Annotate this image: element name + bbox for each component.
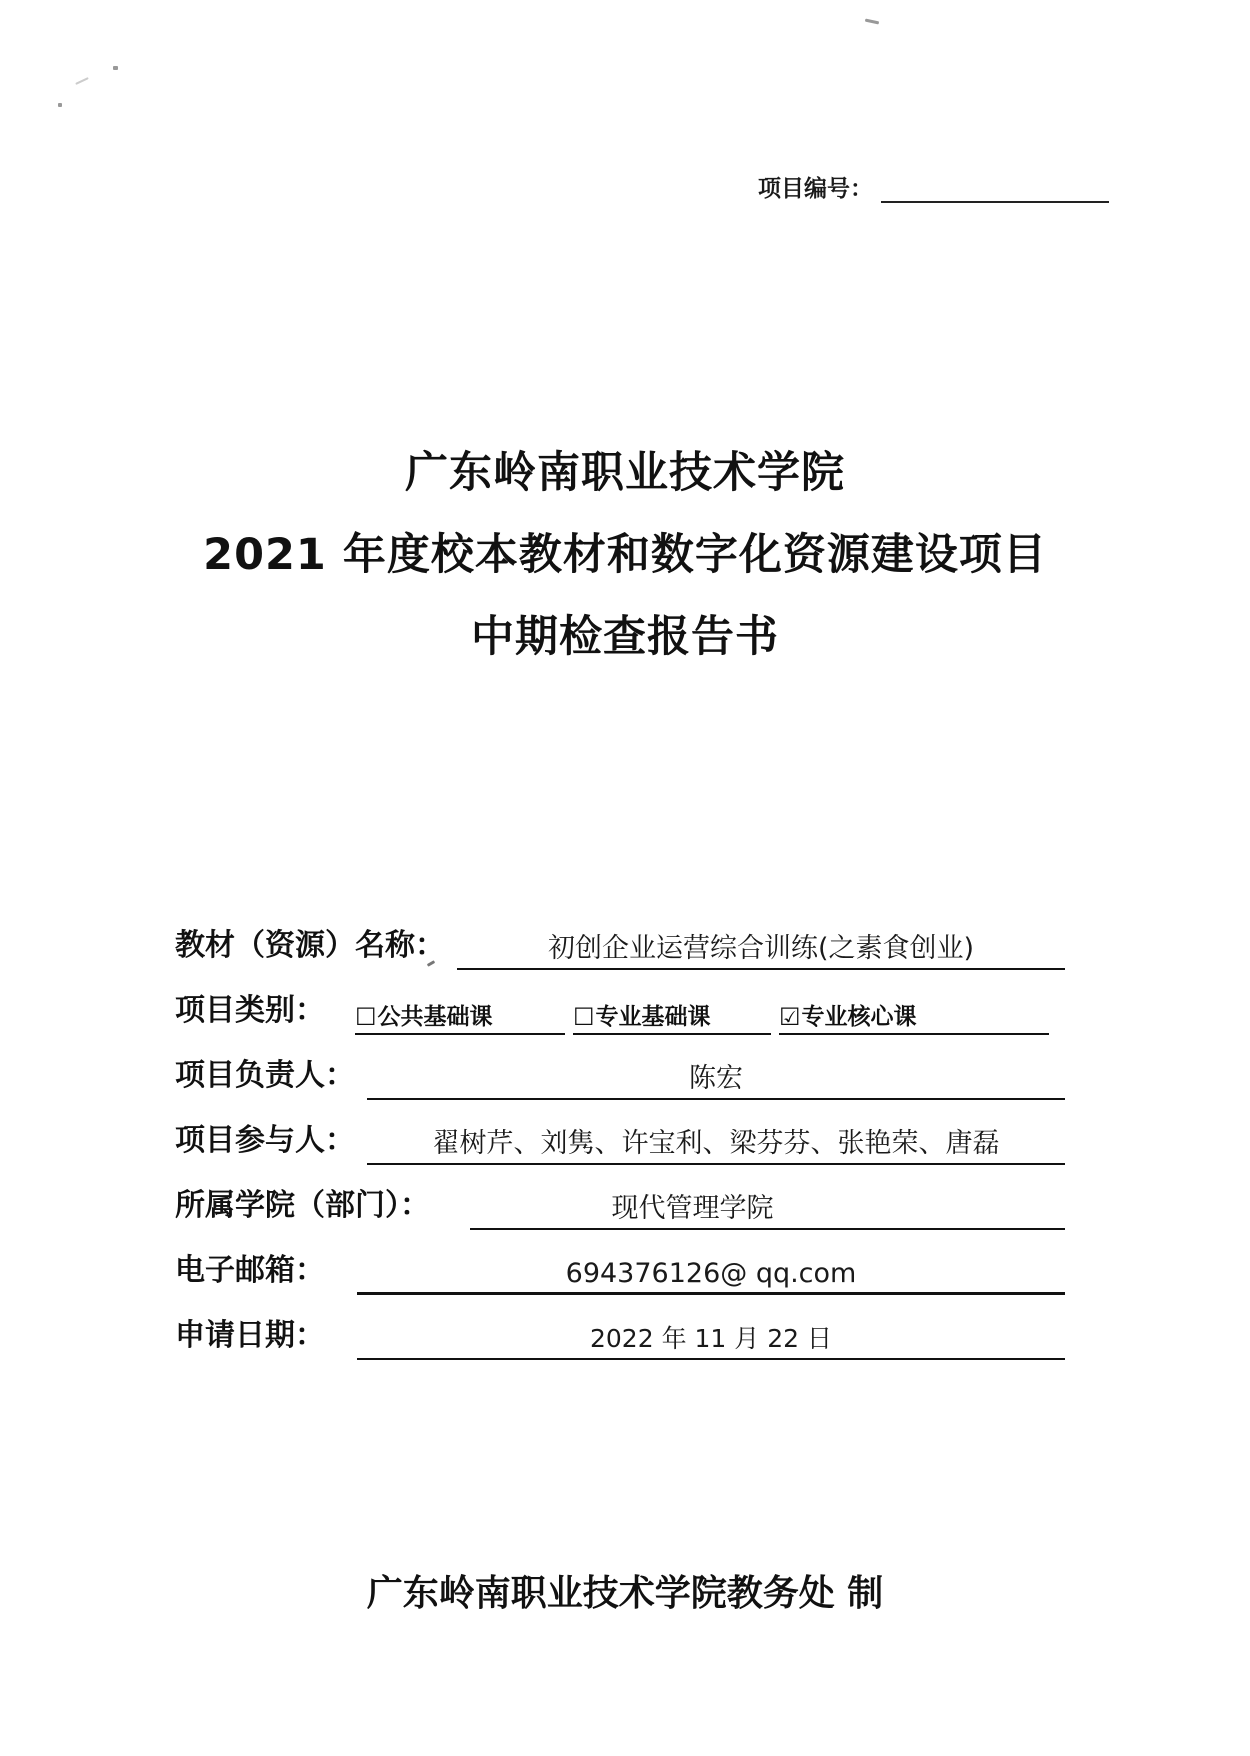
category-option-label: 公共基础课 [377, 1003, 493, 1030]
info-fields [175, 905, 1065, 1360]
category-option-major-core[interactable] [779, 998, 1049, 1035]
title-report: 中期检查报告书 [471, 612, 779, 662]
project-number-value [881, 171, 1109, 203]
issuer-footer: 广东岭南职业技术学院教务处 制 [366, 1573, 884, 1614]
scan-speck [113, 66, 118, 70]
apply-date-label: 申请日期： [175, 1318, 325, 1353]
project-number [758, 170, 1109, 203]
project-leader-label: 项目负责人： [175, 1058, 355, 1093]
field-participants [175, 1100, 1065, 1165]
category-option-major-basic[interactable] [573, 998, 771, 1035]
field-project-category [175, 970, 1065, 1035]
field-department [175, 1165, 1065, 1230]
department-value: 现代管理学院 [470, 1186, 1065, 1230]
category-option-label: 专业基础课 [595, 1003, 711, 1030]
scan-speck [75, 77, 89, 85]
participants-value: 翟树芹、刘隽、许宝利、梁芬芬、张艳荣、唐磊 [367, 1121, 1065, 1165]
scan-speck [58, 103, 62, 107]
project-leader-value: 陈宏 [367, 1056, 1065, 1100]
email-label: 电子邮箱： [175, 1253, 325, 1288]
title-college: 广东岭南职业技术学院 [405, 448, 845, 498]
participants-label: 项目参与人： [175, 1123, 355, 1158]
category-option-label: 专业核心课 [801, 1003, 917, 1030]
title-project: 2021 年度校本教材和数字化资源建设项目 [203, 530, 1047, 580]
field-email [175, 1230, 1065, 1295]
category-options [355, 998, 1065, 1035]
apply-date-value: 2022 年 11 月 22 日 [357, 1319, 1065, 1360]
textbook-name-label: 教材（资源）名称： [175, 928, 445, 963]
checkbox-checked-icon[interactable]: ☑ [779, 1003, 801, 1031]
checkbox-empty-icon[interactable]: ☐ [355, 1003, 377, 1031]
field-textbook-name [175, 905, 1065, 970]
scan-speck [865, 19, 879, 25]
email-value: 694376126@ qq.com [357, 1258, 1065, 1295]
category-option-public-basic[interactable] [355, 998, 565, 1035]
field-project-leader [175, 1035, 1065, 1100]
checkbox-empty-icon[interactable]: ☐ [573, 1003, 595, 1031]
field-apply-date [175, 1295, 1065, 1360]
textbook-name-value: 初创企业运营综合训练(之素食创业) [457, 926, 1065, 970]
project-category-label: 项目类别： [175, 993, 325, 1028]
document-title [0, 432, 1250, 678]
department-label: 所属学院（部门）： [175, 1188, 430, 1223]
project-number-label: 项目编号： [758, 176, 873, 202]
